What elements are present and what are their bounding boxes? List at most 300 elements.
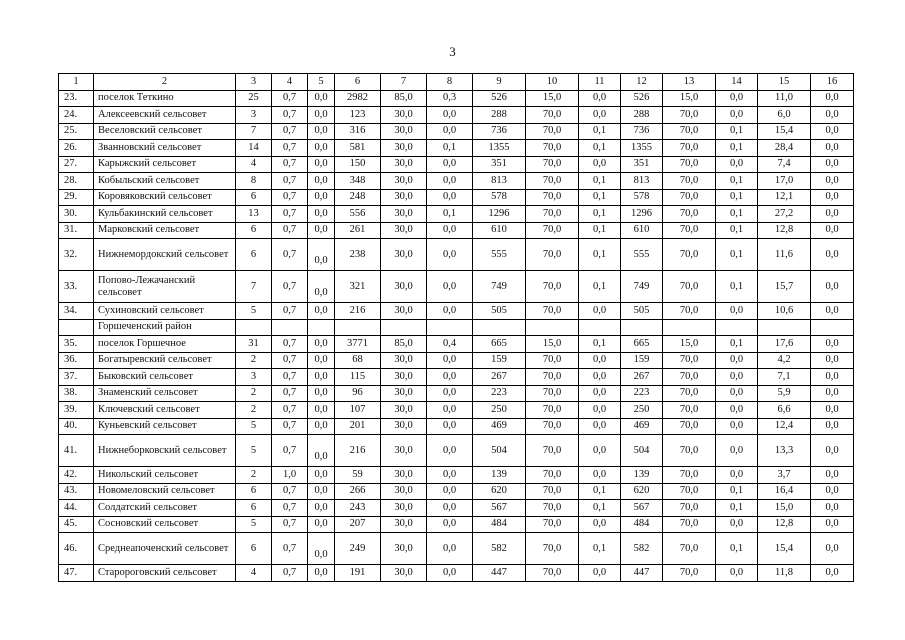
table-cell: 0,0 xyxy=(427,352,473,369)
row-number: 37. xyxy=(59,369,94,386)
table-row xyxy=(59,500,854,517)
table-cell: 0,0 xyxy=(308,402,335,419)
table-cell xyxy=(811,319,854,336)
settlement-name: Куньевский сельсовет xyxy=(94,418,236,435)
table-cell: 15,0 xyxy=(526,336,579,353)
row-number: 24. xyxy=(59,107,94,124)
table-cell: 2 xyxy=(236,467,272,484)
table-cell: 0,7 xyxy=(272,222,308,239)
table-row xyxy=(59,123,854,140)
table-cell: 288 xyxy=(621,107,663,124)
table-cell: 0,7 xyxy=(272,483,308,500)
table-cell: 0,0 xyxy=(427,369,473,386)
table-row xyxy=(59,107,854,124)
column-header: 9 xyxy=(473,74,526,91)
settlement-name: поселок Теткино xyxy=(94,90,236,107)
table-cell: 248 xyxy=(335,189,381,206)
table-cell: 0,1 xyxy=(579,222,621,239)
table-cell: 6 xyxy=(236,189,272,206)
table-cell: 0,7 xyxy=(272,418,308,435)
row-number: 35. xyxy=(59,336,94,353)
settlement-name: Сосновский сельсовет xyxy=(94,516,236,533)
table-cell: 0,0 xyxy=(427,516,473,533)
settlement-name: Кульбакинский сельсовет xyxy=(94,206,236,223)
table-cell: 30,0 xyxy=(381,123,427,140)
table-cell: 2 xyxy=(236,385,272,402)
table-cell: 505 xyxy=(473,303,526,320)
table-cell: 70,0 xyxy=(663,206,716,223)
table-cell: 30,0 xyxy=(381,156,427,173)
settlement-name: Кобыльский сельсовет xyxy=(94,173,236,190)
table-row xyxy=(59,239,854,271)
table-row xyxy=(59,516,854,533)
table-cell: 267 xyxy=(473,369,526,386)
table-row xyxy=(59,173,854,190)
table-cell: 0,3 xyxy=(427,90,473,107)
table-cell: 0,0 xyxy=(579,156,621,173)
table-cell: 0,0 xyxy=(427,418,473,435)
table-cell: 15,7 xyxy=(758,271,811,303)
table-cell: 0,7 xyxy=(272,516,308,533)
table-cell: 70,0 xyxy=(663,369,716,386)
table-row xyxy=(59,467,854,484)
table-cell: 6 xyxy=(236,483,272,500)
table-cell: 7,1 xyxy=(758,369,811,386)
table-cell: 70,0 xyxy=(526,385,579,402)
table-cell: 0,0 xyxy=(579,303,621,320)
table-cell: 0,0 xyxy=(811,189,854,206)
table-cell: 15,4 xyxy=(758,533,811,565)
table-cell: 0,0 xyxy=(811,271,854,303)
table-cell: 0,0 xyxy=(811,500,854,517)
table-cell: 749 xyxy=(473,271,526,303)
settlement-name: Званновский сельсовет xyxy=(94,140,236,157)
table-row xyxy=(59,483,854,500)
table-cell: 0,0 xyxy=(579,402,621,419)
table-cell: 13 xyxy=(236,206,272,223)
table-row xyxy=(59,189,854,206)
table-cell: 30,0 xyxy=(381,516,427,533)
table-cell: 191 xyxy=(335,565,381,582)
table-cell: 1296 xyxy=(473,206,526,223)
table-row xyxy=(59,533,854,565)
table-cell: 526 xyxy=(621,90,663,107)
table-cell xyxy=(473,319,526,336)
table-cell: 70,0 xyxy=(526,533,579,565)
table-cell: 0,0 xyxy=(811,222,854,239)
table-cell xyxy=(427,319,473,336)
table-row xyxy=(59,271,854,303)
table-cell: 159 xyxy=(621,352,663,369)
table-row xyxy=(59,435,854,467)
table-cell: 0,0 xyxy=(427,107,473,124)
table-cell: 30,0 xyxy=(381,467,427,484)
table-cell: 30,0 xyxy=(381,271,427,303)
table-cell xyxy=(236,319,272,336)
table-cell: 0,0 xyxy=(716,303,758,320)
settlement-name: Марковский сельсовет xyxy=(94,222,236,239)
row-number: 23. xyxy=(59,90,94,107)
table-cell xyxy=(381,319,427,336)
table-cell: 0,0 xyxy=(579,418,621,435)
table-cell: 5 xyxy=(236,435,272,467)
table-cell: 14 xyxy=(236,140,272,157)
table-cell: 316 xyxy=(335,123,381,140)
table-cell: 11,6 xyxy=(758,239,811,271)
table-cell: 0,0 xyxy=(811,565,854,582)
table-cell: 0,1 xyxy=(716,123,758,140)
table-cell: 261 xyxy=(335,222,381,239)
table-cell: 0,7 xyxy=(272,189,308,206)
table-cell: 0,0 xyxy=(811,107,854,124)
table-cell: 0,0 xyxy=(811,418,854,435)
table-cell: 6 xyxy=(236,239,272,271)
table-cell: 15,0 xyxy=(758,500,811,517)
table-cell: 0,7 xyxy=(272,336,308,353)
table-cell: 2 xyxy=(236,352,272,369)
table-cell: 0,0 xyxy=(716,90,758,107)
table-cell: 267 xyxy=(621,369,663,386)
column-header: 6 xyxy=(335,74,381,91)
table-cell: 0,0 xyxy=(811,90,854,107)
table-cell: 0,0 xyxy=(427,123,473,140)
column-header: 8 xyxy=(427,74,473,91)
table-row xyxy=(59,303,854,320)
table-cell: 0,0 xyxy=(308,173,335,190)
table-cell: 10,6 xyxy=(758,303,811,320)
table-cell: 0,1 xyxy=(579,123,621,140)
table-cell: 17,0 xyxy=(758,173,811,190)
row-number: 47. xyxy=(59,565,94,582)
table-cell: 469 xyxy=(621,418,663,435)
table-cell: 3771 xyxy=(335,336,381,353)
row-number: 32. xyxy=(59,239,94,271)
table-cell: 0,7 xyxy=(272,533,308,565)
table-row xyxy=(59,418,854,435)
table-cell xyxy=(621,319,663,336)
table-row xyxy=(59,90,854,107)
table-cell: 70,0 xyxy=(526,156,579,173)
table-cell: 0,0 xyxy=(716,369,758,386)
table-row xyxy=(59,156,854,173)
table-cell: 201 xyxy=(335,418,381,435)
table-cell: 11,0 xyxy=(758,90,811,107)
table-cell: 30,0 xyxy=(381,140,427,157)
table-cell: 27,2 xyxy=(758,206,811,223)
column-header: 7 xyxy=(381,74,427,91)
table-cell: 0,1 xyxy=(716,500,758,517)
table-cell: 266 xyxy=(335,483,381,500)
table-cell: 139 xyxy=(473,467,526,484)
row-number: 26. xyxy=(59,140,94,157)
table-cell: 70,0 xyxy=(663,173,716,190)
table-cell: 70,0 xyxy=(526,402,579,419)
table-cell: 567 xyxy=(473,500,526,517)
row-number: 45. xyxy=(59,516,94,533)
table-cell: 0,0 xyxy=(811,239,854,271)
column-header: 1 xyxy=(59,74,94,91)
table-cell: 5 xyxy=(236,516,272,533)
table-cell: 0,0 xyxy=(811,369,854,386)
table-cell: 0,0 xyxy=(716,467,758,484)
table-cell: 0,0 xyxy=(308,385,335,402)
row-number: 43. xyxy=(59,483,94,500)
table-cell: 0,7 xyxy=(272,107,308,124)
table-cell: 351 xyxy=(473,156,526,173)
table-cell: 16,4 xyxy=(758,483,811,500)
settlement-name: Солдатский сельсовет xyxy=(94,500,236,517)
table-cell: 70,0 xyxy=(526,467,579,484)
table-cell: 70,0 xyxy=(663,483,716,500)
table-cell: 582 xyxy=(621,533,663,565)
settlement-name: Коровяковский сельсовет xyxy=(94,189,236,206)
table-cell: 70,0 xyxy=(526,239,579,271)
table-cell: 0,0 xyxy=(716,385,758,402)
table-cell: 0,1 xyxy=(579,500,621,517)
table-cell: 0,7 xyxy=(272,402,308,419)
table-cell: 207 xyxy=(335,516,381,533)
table-cell: 0,0 xyxy=(427,402,473,419)
table-cell: 70,0 xyxy=(526,352,579,369)
table-cell: 12,8 xyxy=(758,516,811,533)
table-cell: 0,1 xyxy=(716,483,758,500)
table-cell: 223 xyxy=(473,385,526,402)
table-cell: 610 xyxy=(621,222,663,239)
table-cell xyxy=(308,319,335,336)
row-number: 25. xyxy=(59,123,94,140)
table-cell: 1296 xyxy=(621,206,663,223)
table-cell: 0,7 xyxy=(272,90,308,107)
table-cell: 216 xyxy=(335,435,381,467)
settlement-name: Старороговский сельсовет xyxy=(94,565,236,582)
table-cell: 0,1 xyxy=(716,533,758,565)
table-cell: 0,0 xyxy=(716,435,758,467)
table-cell: 0,1 xyxy=(579,336,621,353)
table-cell: 7,4 xyxy=(758,156,811,173)
table-cell: 5,9 xyxy=(758,385,811,402)
table-cell: 6 xyxy=(236,533,272,565)
settlement-name: поселок Горшечное xyxy=(94,336,236,353)
table-cell: 0,1 xyxy=(579,533,621,565)
row-number: 40. xyxy=(59,418,94,435)
table-cell: 0,0 xyxy=(427,500,473,517)
table-cell: 68 xyxy=(335,352,381,369)
table-cell: 0,0 xyxy=(811,402,854,419)
table-cell: 0,0 xyxy=(811,123,854,140)
table-cell: 0,0 xyxy=(308,303,335,320)
settlement-name: Нижнеборковский сельсовет xyxy=(94,435,236,467)
table-cell: 0,1 xyxy=(716,239,758,271)
table-cell: 0,0 xyxy=(308,239,335,271)
table-cell: 0,0 xyxy=(716,352,758,369)
table-cell: 2 xyxy=(236,402,272,419)
table-cell: 526 xyxy=(473,90,526,107)
table-cell: 0,0 xyxy=(308,533,335,565)
table-cell: 115 xyxy=(335,369,381,386)
table-cell: 59 xyxy=(335,467,381,484)
column-header: 10 xyxy=(526,74,579,91)
table-cell: 30,0 xyxy=(381,206,427,223)
table-cell: 216 xyxy=(335,303,381,320)
table-cell: 70,0 xyxy=(526,271,579,303)
table-cell: 0,0 xyxy=(308,140,335,157)
table-cell: 0,7 xyxy=(272,500,308,517)
table-cell: 4,2 xyxy=(758,352,811,369)
table-cell: 30,0 xyxy=(381,222,427,239)
table-cell: 28,4 xyxy=(758,140,811,157)
table-cell: 70,0 xyxy=(526,173,579,190)
table-cell xyxy=(663,319,716,336)
table-cell: 0,0 xyxy=(716,402,758,419)
table-cell: 0,0 xyxy=(308,189,335,206)
table-cell xyxy=(335,319,381,336)
data-table xyxy=(58,73,854,582)
table-cell: 0,0 xyxy=(427,156,473,173)
table-cell: 0,0 xyxy=(427,533,473,565)
table-cell: 749 xyxy=(621,271,663,303)
table-cell: 7 xyxy=(236,271,272,303)
table-cell: 30,0 xyxy=(381,173,427,190)
table-cell: 3 xyxy=(236,107,272,124)
table-cell: 0,0 xyxy=(579,516,621,533)
table-cell: 0,7 xyxy=(272,206,308,223)
table-cell: 0,0 xyxy=(716,156,758,173)
table-cell: 736 xyxy=(621,123,663,140)
table-cell: 8 xyxy=(236,173,272,190)
table-cell: 0,7 xyxy=(272,369,308,386)
settlement-name: Быковский сельсовет xyxy=(94,369,236,386)
column-header: 11 xyxy=(579,74,621,91)
table-cell: 70,0 xyxy=(526,435,579,467)
table-cell: 0,0 xyxy=(427,222,473,239)
table-row xyxy=(59,222,854,239)
table-cell: 581 xyxy=(335,140,381,157)
table-cell: 321 xyxy=(335,271,381,303)
table-cell: 0,7 xyxy=(272,156,308,173)
table-cell: 348 xyxy=(335,173,381,190)
table-cell: 0,0 xyxy=(579,385,621,402)
row-number: 30. xyxy=(59,206,94,223)
table-cell: 30,0 xyxy=(381,352,427,369)
table-cell: 556 xyxy=(335,206,381,223)
settlement-name: Ключевский сельсовет xyxy=(94,402,236,419)
table-cell: 504 xyxy=(473,435,526,467)
table-cell: 30,0 xyxy=(381,369,427,386)
table-cell: 0,0 xyxy=(427,483,473,500)
table-cell: 0,1 xyxy=(427,206,473,223)
table-cell: 0,1 xyxy=(579,140,621,157)
table-cell: 70,0 xyxy=(663,533,716,565)
table-cell: 70,0 xyxy=(663,418,716,435)
table-cell: 70,0 xyxy=(663,303,716,320)
table-cell: 0,1 xyxy=(579,483,621,500)
table-cell: 0,0 xyxy=(427,385,473,402)
table-cell: 70,0 xyxy=(663,123,716,140)
table-cell: 1355 xyxy=(621,140,663,157)
table-cell: 0,1 xyxy=(716,173,758,190)
table-cell: 250 xyxy=(621,402,663,419)
row-number: 38. xyxy=(59,385,94,402)
table-cell: 30,0 xyxy=(381,107,427,124)
table-cell: 30,0 xyxy=(381,533,427,565)
table-cell: 0,7 xyxy=(272,271,308,303)
table-cell: 0,0 xyxy=(811,336,854,353)
table-cell: 70,0 xyxy=(663,565,716,582)
table-cell: 107 xyxy=(335,402,381,419)
table-cell: 30,0 xyxy=(381,435,427,467)
table-cell: 70,0 xyxy=(663,500,716,517)
table-cell: 484 xyxy=(621,516,663,533)
table-cell: 0,7 xyxy=(272,385,308,402)
table-cell: 0,7 xyxy=(272,123,308,140)
table-cell: 15,0 xyxy=(526,90,579,107)
table-cell: 70,0 xyxy=(663,239,716,271)
table-cell: 70,0 xyxy=(663,156,716,173)
table-cell: 0,0 xyxy=(811,303,854,320)
table-cell: 150 xyxy=(335,156,381,173)
table-cell: 159 xyxy=(473,352,526,369)
table-cell: 0,0 xyxy=(427,271,473,303)
row-number: 31. xyxy=(59,222,94,239)
column-header: 3 xyxy=(236,74,272,91)
table-cell: 11,8 xyxy=(758,565,811,582)
table-cell: 3,7 xyxy=(758,467,811,484)
table-cell: 555 xyxy=(473,239,526,271)
table-cell: 0,0 xyxy=(716,565,758,582)
table-cell: 620 xyxy=(473,483,526,500)
row-number: 46. xyxy=(59,533,94,565)
table-cell: 70,0 xyxy=(526,369,579,386)
table-cell: 0,0 xyxy=(308,222,335,239)
table-cell: 0,0 xyxy=(811,156,854,173)
table-cell: 578 xyxy=(621,189,663,206)
table-cell: 6 xyxy=(236,222,272,239)
table-cell: 5 xyxy=(236,303,272,320)
table-cell: 0,0 xyxy=(308,369,335,386)
table-cell: 30,0 xyxy=(381,402,427,419)
table-cell: 578 xyxy=(473,189,526,206)
table-cell: 0,7 xyxy=(272,352,308,369)
table-cell: 0,0 xyxy=(811,467,854,484)
table-cell: 0,1 xyxy=(716,336,758,353)
row-number: 44. xyxy=(59,500,94,517)
table-cell: 85,0 xyxy=(381,336,427,353)
table-cell: 0,0 xyxy=(427,239,473,271)
table-cell: 0,0 xyxy=(811,516,854,533)
table-cell: 0,0 xyxy=(579,369,621,386)
settlement-name: Карыжский сельсовет xyxy=(94,156,236,173)
table-row xyxy=(59,369,854,386)
table-cell: 139 xyxy=(621,467,663,484)
table-cell: 0,0 xyxy=(427,565,473,582)
table-cell: 0,1 xyxy=(427,140,473,157)
table-cell: 0,7 xyxy=(272,435,308,467)
table-cell: 0,0 xyxy=(811,206,854,223)
table-cell: 70,0 xyxy=(526,123,579,140)
table-cell: 620 xyxy=(621,483,663,500)
table-cell: 31 xyxy=(236,336,272,353)
column-header: 16 xyxy=(811,74,854,91)
table-cell: 555 xyxy=(621,239,663,271)
table-cell: 0,0 xyxy=(308,271,335,303)
table-cell: 0,1 xyxy=(579,173,621,190)
settlement-name: Попово-Лежачанский сельсовет xyxy=(94,271,236,303)
table-cell: 30,0 xyxy=(381,418,427,435)
table-cell: 30,0 xyxy=(381,239,427,271)
row-number: 34. xyxy=(59,303,94,320)
table-cell: 30,0 xyxy=(381,500,427,517)
table-cell: 96 xyxy=(335,385,381,402)
